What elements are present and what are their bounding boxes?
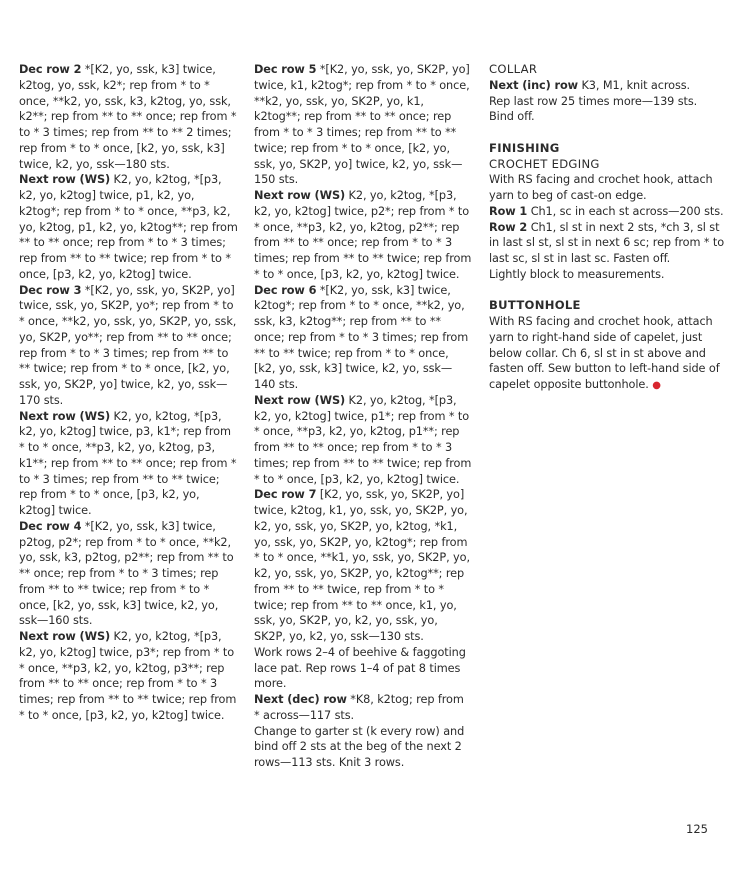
- row-instructions: Ch1, sl st in next 2 sts, *ch 3, sl st in last sl st, sl st in next 6 sc; rep from * to last sc, sl st in last sc. Fasten off.: [489, 220, 725, 265]
- row-instructions: [K2, yo, ssk, yo, SK2P, yo] twice, k2tog, k1, yo, ssk, yo, SK2P, yo, k2, yo, ssk, yo, SK2P, yo, k2tog, *k1, yo, ssk, yo, SK2P, yo, k2tog*; rep from * to * once, **k1, yo, ssk, yo, SK2P, yo, k2, yo, ssk, yo, SK2P, yo, k2tog**; rep from ** to ** twice, rep from * to * twice; rep from ** to ** once, k1, yo, ssk, yo, SK2P, yo, k2, yo, ssk, yo, SK2P, yo, k2, yo, ssk—130 sts.: [254, 488, 470, 643]
- dec-row-2: [19, 62, 238, 172]
- row-label: Row 1: [489, 204, 528, 218]
- buttonhole-instructions: [489, 314, 727, 394]
- section-spacer: [489, 283, 727, 299]
- row-label: Next row (WS): [254, 393, 346, 407]
- collar-inc-row: [489, 78, 727, 94]
- column-left: [19, 62, 238, 724]
- finishing-heading: FINISHING: [489, 140, 560, 155]
- row-label: Dec row 6: [254, 283, 317, 297]
- row-instructions: Work rows 2–4 of beehive & faggoting lace pat. Rep rows 1–4 of pat 8 times more.: [254, 645, 466, 691]
- buttonhole-heading: BUTTONHOLE: [489, 298, 581, 313]
- row-instructions: *[K2, yo, ssk, yo, SK2P, yo] twice, k1, k2tog*; rep from * to * once, **k2, yo, ssk, yo, SK2P, yo, k1, k2tog**; rep from ** to ** once; rep from * to * 3 times; rep from ** to ** twice; rep from * to * once, [k2, yo, ssk, yo, SK2P, yo] twice, k2, yo, ssk—150 sts.: [254, 63, 470, 187]
- row-label: Row 2: [489, 220, 528, 234]
- column-right: [489, 62, 727, 394]
- crochet-edging-heading: CROCHET EDGING: [489, 156, 600, 171]
- dec-row-6: [254, 283, 472, 393]
- row-label: Next (dec) row: [254, 693, 347, 706]
- section-spacer: [489, 125, 727, 141]
- dec-row-5: [254, 62, 472, 188]
- row-instructions: K2, yo, k2tog, *[p3, k2, yo, k2tog] twice, p2*; rep from * to * once, **p3, k2, yo, k2tog, p2**; rep from ** to ** once; rep from * to * 3 times; rep from ** to ** twice; rep from * to * once, [p3, k2, yo, k2tog] twice.: [254, 189, 472, 281]
- row-instructions: K3, M1, knit across.: [577, 78, 691, 92]
- row-label: Dec row 2: [19, 63, 82, 76]
- row-instructions: Change to garter st (k every row) and bind off 2 sts at the beg of the next 2 rows—113 sts. Knit 3 rows.: [254, 724, 465, 769]
- collar-heading: COLLAR: [489, 62, 538, 76]
- row-instructions: *[K2, yo, ssk, k3] twice, k2tog, yo, ssk, k2*; rep from * to * once, **k2, yo, ssk, k3, k2tog, yo, ssk, k2**; rep from ** to ** once; rep from * to * 3 times; rep from ** to ** 2 times; rep from * to * once, [k2, yo, ssk, k3] twice, k2, yo, ssk—180 sts.: [19, 63, 237, 171]
- collar-bind-off: [489, 109, 727, 125]
- row-instructions: K2, yo, k2tog, *[p3, k2, yo, k2tog] twice, p3, k1*; rep from * to * once, **p3, k2, yo, k2tog, p3, k1**; rep from ** to ** once; rep from * to * 3 times; rep from ** to ** twice; rep from * to * once, [p3, k2, yo, k2tog] twice.: [19, 409, 237, 517]
- row-label: Dec row 7: [254, 488, 317, 502]
- edging-row-1: [489, 204, 727, 220]
- dec-row-7: [254, 487, 472, 645]
- next-row-ws: [19, 629, 238, 724]
- row-instructions: *K8, k2tog; rep from * across—117 sts.: [254, 693, 464, 722]
- page-number: 125: [686, 822, 708, 836]
- dec-row-4: [19, 519, 238, 629]
- garter-stitch-note: [254, 724, 472, 771]
- blocking-note: [489, 267, 727, 283]
- dec-row-3: [19, 283, 238, 409]
- row-instructions: With RS facing and crochet hook, attach yarn to right-hand side of capelet, just below collar. Ch 6, sl st in st above and fasten off. Sew button to left-hand side of capelet opposite buttonhole.: [489, 315, 720, 391]
- edging-attach: [489, 172, 727, 204]
- row-instructions: K2, yo, k2tog, *[p3, k2, yo, k2tog] twice, p1*; rep from * to * once, **p3, k2, yo, k2tog, p1**; rep from ** to ** once; rep from * to * 3 times; rep from ** to ** twice; rep from * to * once, [p3, k2, yo, k2tog] twice.: [254, 393, 472, 486]
- row-label: Dec row 5: [254, 63, 317, 76]
- row-label: Next row (WS): [19, 630, 111, 643]
- next-row-ws: [19, 172, 238, 282]
- column-middle: [254, 62, 472, 771]
- edging-row-2: [489, 220, 727, 267]
- row-instructions: K2, yo, k2tog, *[p3, k2, yo, k2tog] twice, p3*; rep from * to * once, **p3, k2, yo, k2tog, p3**; rep from ** to ** once; rep from * to * 3 times; rep from ** to ** twice; rep from * to * once, [p3, k2, yo, k2tog] twice.: [19, 630, 237, 722]
- next-dec-row: [254, 692, 472, 724]
- end-mark-icon: ●: [652, 380, 661, 391]
- row-instructions: Rep last row 25 times more—139 sts.: [489, 94, 698, 108]
- next-row-ws: [254, 188, 472, 283]
- work-rows-note: [254, 645, 472, 692]
- row-instructions: *[K2, yo, ssk, k3] twice, p2tog, p2*; rep from * to * once, **k2, yo, ssk, k3, p2tog, p2**; rep from ** to ** once; rep from * to * 3 times; rep from ** to ** twice; rep from * to * once, [k2, yo, ssk, k3] twice, k2, yo, ssk—160 sts.: [19, 519, 234, 628]
- row-label: Next row (WS): [254, 189, 346, 202]
- row-instructions: K2, yo, k2tog, *[p3, k2, yo, k2tog] twice, p1, k2, yo, k2tog*; rep from * to * once, **p3, k2, yo, k2tog, p1, k2, yo, k2tog**; rep from ** to ** once; rep from * to * 3 times; rep from ** to ** twice; rep from * to * once, [p3, k2, yo, k2tog] twice.: [19, 173, 238, 281]
- row-instructions: Bind off.: [489, 110, 535, 124]
- next-row-ws: [19, 409, 238, 519]
- next-row-ws: [254, 393, 472, 488]
- row-instructions: Ch1, sc in each st across—200 sts.: [527, 204, 724, 218]
- row-instructions: Lightly block to measurements.: [489, 267, 665, 281]
- row-label: Next (inc) row: [489, 78, 578, 92]
- row-label: Dec row 4: [19, 519, 82, 533]
- row-instructions: *[K2, yo, ssk, yo, SK2P, yo] twice, ssk, yo, SK2P, yo*; rep from * to * once, **k2, yo, ssk, yo, SK2P, yo, ssk, yo, SK2P, yo**; rep from ** to ** once; rep from * to * 3 times; rep from ** to ** twice; rep from * to * once, [k2, yo, ssk, yo, SK2P, yo] twice, k2, yo, ssk—170 sts.: [19, 283, 237, 407]
- row-instructions: *[K2, yo, ssk, k3] twice, k2tog*; rep from * to * once, **k2, yo, ssk, k3, k2tog**; rep from ** to ** once; rep from * to * 3 times; rep from ** to ** twice; rep from * to * once, [k2, yo, ssk, k3] twice, k2, yo, ssk—140 sts.: [254, 283, 469, 391]
- row-label: Dec row 3: [19, 283, 82, 297]
- row-label: Next row (WS): [19, 173, 111, 187]
- collar-repeat: [489, 94, 727, 110]
- row-label: Next row (WS): [19, 409, 111, 423]
- row-instructions: With RS facing and crochet hook, attach yarn to beg of cast-on edge.: [489, 173, 713, 202]
